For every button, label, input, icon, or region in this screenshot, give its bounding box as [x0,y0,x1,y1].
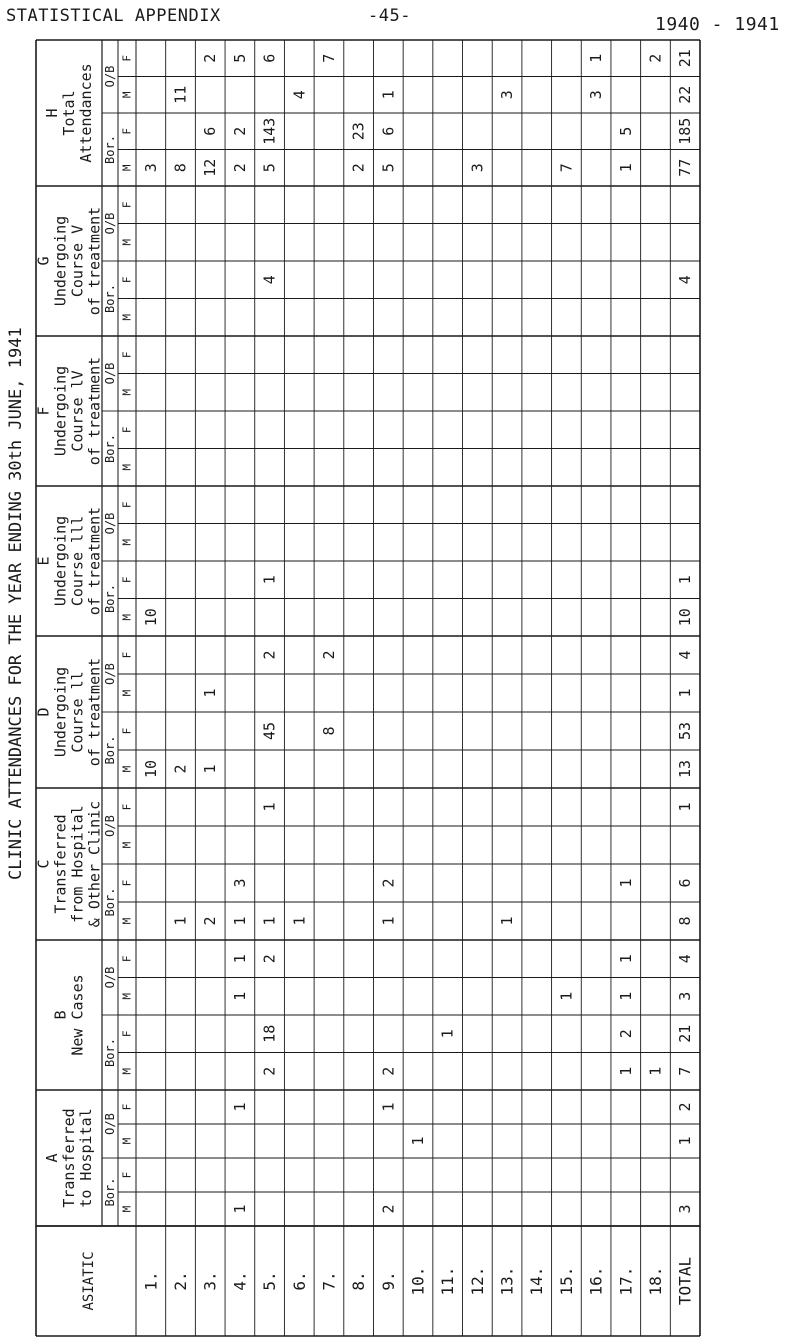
row-label: 16. [586,1266,606,1296]
cell-value: 1 [676,1136,695,1146]
subgroup-ob-label: O/B [103,512,117,535]
sex-label: M [120,1205,134,1213]
cell-value: 8 [676,916,695,926]
sex-label: F [120,351,134,359]
row-label: TOTAL [675,1256,695,1306]
cell-value: 1 [230,991,249,1001]
subgroup-ob-label: O/B [103,1113,117,1135]
cell-value: 6 [379,126,398,136]
row-label: 17. [616,1266,636,1296]
cell-value: 1 [260,575,279,585]
group-label-f: Undergoing [51,365,70,457]
cell-value: 1 [498,916,517,926]
group-label-f: of treatment [85,356,104,466]
cell-value: 2 [260,650,279,660]
cell-value: 3 [587,90,606,100]
row-label: 9. [378,1271,398,1291]
cell-value: 1 [616,878,635,888]
cell-value: 21 [676,1024,695,1043]
group-label-h: H [43,108,61,118]
sex-label: M [120,841,134,849]
sex-label: F [120,1103,134,1111]
cell-value: 1 [438,1029,457,1039]
subgroup-ob-label: O/B [103,815,117,837]
cell-value: 7 [319,53,338,63]
cell-value: 8 [319,726,338,736]
cell-value: 2 [260,1066,279,1076]
cell-value: 1 [616,1066,635,1076]
cell-value: 2 [646,53,665,63]
sex-label: M [120,689,134,697]
sex-label: M [120,765,134,773]
group-label-f: F [34,406,53,416]
row-label: 14. [527,1266,547,1296]
sex-label: F [120,879,134,887]
row-label: 6. [289,1271,309,1291]
cell-value: 6 [201,126,220,136]
group-label-d: Course ll [68,671,87,753]
sex-label: F [120,803,134,811]
year-range: 1940 - 1941 [655,14,780,35]
page-number: -45- [368,6,411,26]
sex-label: F [120,1030,134,1038]
cell-value: 7 [676,1066,695,1076]
group-label-c: C [34,859,53,869]
table-title: CLINIC ATTENDANCES FOR THE YEAR ENDING 30th JUNE, 1941 [6,327,26,880]
cell-value: 1 [409,1136,427,1146]
cell-value: 1 [379,916,398,926]
sex-label: F [120,651,134,659]
cell-value: 12 [201,158,220,177]
group-label-d: of treatment [85,657,104,767]
row-label: 2. [171,1271,191,1291]
group-label-h: Attendances [77,63,95,163]
cell-value: 45 [260,721,279,741]
cell-value: 1 [230,916,249,926]
cell-value: 2 [379,878,398,888]
cell-value: 10 [676,608,695,627]
cell-value: 4 [676,650,695,660]
group-label-a: A [43,1153,61,1163]
subgroup-ob-label: O/B [103,362,117,385]
cell-value: 1 [557,991,576,1001]
cell-value: 6 [676,878,695,888]
cell-value: 1 [260,802,279,812]
sex-label: M [120,238,134,246]
cell-value: 2 [379,1066,398,1076]
sex-label: F [120,54,134,62]
cell-value: 77 [676,158,695,177]
row-label: 8. [349,1271,369,1291]
cell-value: 6 [260,53,279,63]
cell-value: 13 [676,759,695,779]
cell-value: 2 [676,1102,695,1112]
cell-value: 1 [676,802,695,812]
sex-label: F [120,501,134,509]
sex-label: M [120,917,134,925]
row-label: 10. [408,1266,428,1296]
running-header: STATISTICAL APPENDIX [6,6,221,26]
cell-value: 2 [349,163,368,173]
cell-value: 143 [260,117,279,145]
cell-value: 2 [171,764,190,774]
cell-value: 3 [498,90,517,100]
sex-label: M [120,388,134,396]
cell-value: 4 [676,275,695,285]
group-label-c: from Hospital [68,805,87,923]
group-label-d: Undergoing [51,666,70,758]
cell-value: 10 [141,759,160,779]
cell-value: 2 [260,954,279,964]
row-header-label: ASIATIC [81,1251,97,1311]
subgroup-ob-label: O/B [103,212,117,235]
cell-value: 3 [676,1204,695,1214]
subgroup-bor-label: Bor. [103,1177,117,1207]
cell-value: 4 [260,275,279,285]
sex-label: M [120,463,134,471]
group-label-e: Course lll [68,515,87,607]
row-label: 3. [200,1271,220,1291]
cell-value: 22 [676,85,695,104]
subgroup-ob-label: O/B [103,65,117,88]
sex-label: F [120,1171,134,1179]
cell-value: 1 [230,1204,249,1214]
sex-label: F [120,201,134,209]
row-label: 1. [141,1271,161,1291]
group-label-e: E [34,556,53,566]
sex-label: M [120,1067,134,1075]
cell-value: 1 [587,53,606,63]
cell-value: 2 [230,163,249,173]
cell-value: 1 [201,688,220,698]
subgroup-bor-label: Bor. [103,1038,117,1067]
cell-value: 11 [171,85,190,104]
group-label-g: G [34,256,53,266]
cell-value: 1 [676,575,695,585]
cell-value: 5 [616,126,635,136]
subgroup-bor-label: Bor. [103,584,117,613]
group-label-e: of treatment [85,506,104,616]
row-label: 11. [438,1266,458,1296]
group-label-e: Undergoing [51,515,70,607]
cell-value: 7 [557,163,576,173]
cell-value: 1 [230,954,249,964]
group-label-b: New Cases [68,974,87,1056]
sex-label: M [120,613,134,621]
sex-label: F [120,127,134,135]
sex-label: M [120,992,134,1000]
group-label-a: to Hospital [77,1108,95,1208]
cell-value: 8 [171,163,190,173]
cell-value: 2 [616,1029,635,1039]
subgroup-bor-label: Bor. [103,284,117,313]
row-label: 13. [497,1266,517,1296]
cell-value: 23 [349,122,368,141]
sex-label: F [120,576,134,584]
cell-value: 1 [230,1102,249,1112]
sex-label: M [120,313,134,321]
cell-value: 1 [290,916,309,926]
cell-value: 2 [201,916,220,926]
sex-label: F [120,955,134,963]
cell-value: 5 [379,163,398,173]
cell-value: 3 [468,163,487,173]
cell-value: 1 [646,1066,665,1076]
group-label-d: D [34,707,53,717]
cell-value: 1 [676,688,695,698]
row-label: 7. [319,1271,339,1291]
cell-value: 10 [141,608,160,627]
row-label: 4. [230,1271,250,1291]
cell-value: 1 [616,991,635,1001]
cell-value: 4 [290,90,309,100]
group-label-b: B [51,1010,70,1020]
group-label-f: Course lV [68,370,87,452]
sex-label: M [120,91,134,99]
subgroup-bor-label: Bor. [103,135,117,164]
cell-value: 3 [141,163,160,173]
group-label-g: of treatment [85,206,104,316]
cell-value: 53 [676,721,695,741]
cell-value: 1 [616,163,635,173]
cell-value: 2 [379,1204,398,1214]
cell-value: 3 [230,878,249,888]
row-label: 15. [556,1266,576,1296]
subgroup-bor-label: Bor. [103,735,117,765]
row-label: 5. [260,1271,280,1291]
cell-value: 1 [379,90,398,100]
cell-value: 1 [171,916,190,926]
group-label-h: Total [60,90,78,136]
sex-label: F [120,727,134,735]
cell-value: 5 [230,53,249,63]
sex-label: M [120,538,134,546]
sex-label: F [120,276,134,284]
cell-value: 1 [379,1102,398,1112]
sex-label: F [120,426,134,434]
group-label-c: & Other Clinic [85,800,104,928]
row-label: 18. [645,1266,665,1296]
cell-value: 185 [676,117,695,145]
cell-value: 1 [616,954,635,964]
group-label-c: Transferred [51,814,70,914]
subgroup-ob-label: O/B [103,966,117,989]
cell-value: 21 [676,49,695,68]
cell-value: 3 [676,991,695,1001]
cell-value: 18 [260,1024,279,1043]
cell-value: 2 [319,650,338,660]
group-label-g: Course V [68,224,87,298]
cell-value: 1 [260,916,279,926]
subgroup-bor-label: Bor. [103,434,117,463]
sex-label: M [120,1137,134,1145]
sex-label: M [120,164,134,172]
group-label-a: Transferred [60,1108,78,1208]
subgroup-ob-label: O/B [103,663,117,685]
cell-value: 2 [230,126,249,136]
cell-value: 5 [260,163,279,173]
subgroup-bor-label: Bor. [103,887,117,917]
group-label-g: Undergoing [51,215,70,307]
row-label: 12. [467,1266,487,1296]
cell-value: 1 [201,764,220,774]
cell-value: 2 [201,53,220,63]
cell-value: 4 [676,954,695,964]
